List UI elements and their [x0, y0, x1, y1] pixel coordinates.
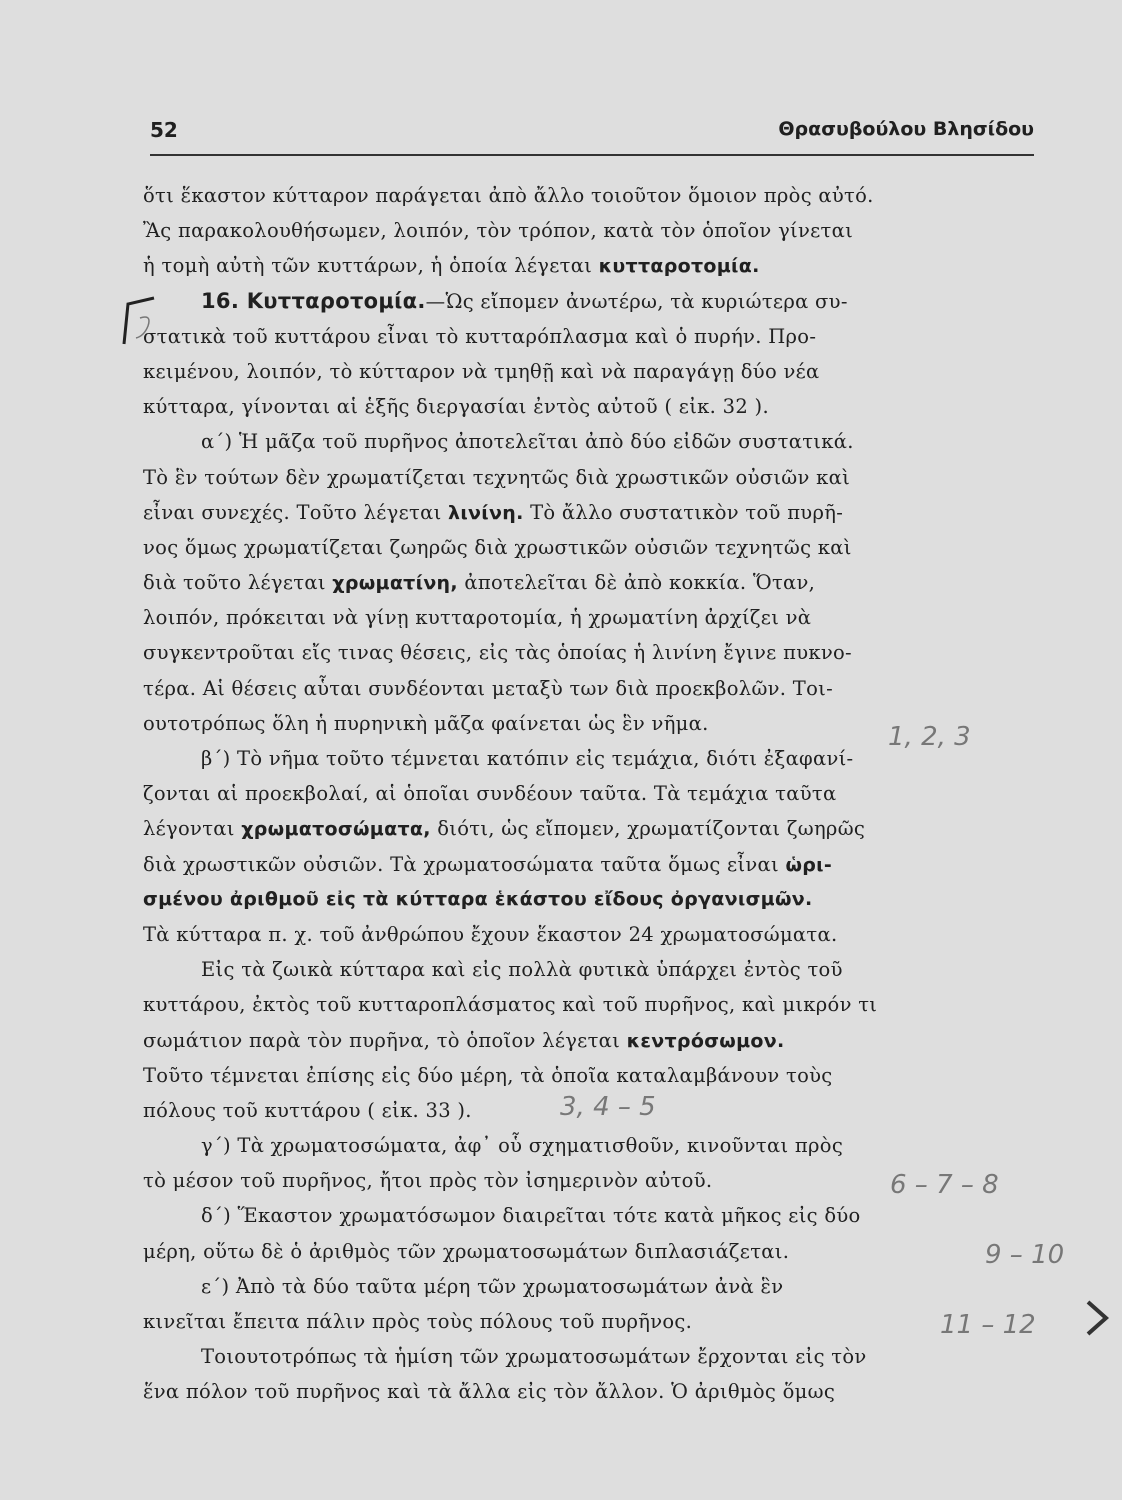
- text-line: γ΄) Τὰ χρωματοσώματα, ἀφ᾽ οὗ σχηματισθοῦν, κινοῦνται πρὸς: [201, 1134, 844, 1158]
- text-line: κύτταρα, γίνονται αἱ ἑξῆς διεργασίαι ἐντὸς αὐτοῦ ( εἰκ. 32 ).: [143, 395, 769, 419]
- text-line: νος ὅμως χρωματίζεται ζωηρῶς διὰ χρωστικῶν οὐσιῶν τεχνητῶς καὶ: [143, 535, 852, 559]
- pencil-annotation: 6 – 7 – 8: [890, 1170, 999, 1200]
- text-line: μέρη, οὕτω δὲ ὁ ἀριθμὸς τῶν χρωματοσωμάτων διπλασιάζεται.: [143, 1239, 790, 1263]
- text-line: λοιπόν, πρόκειται νὰ γίνῃ κυτταροτομία, ἡ χρωματίνη ἀρχίζει νὰ: [143, 606, 812, 630]
- text-line: Τοῦτο τέμνεται ἐπίσης εἰς δύο μέρη, τὰ ὁποῖα καταλαμβάνουν τοὺς: [143, 1063, 833, 1087]
- text-line: δ΄) Ἕκαστον χρωματόσωμον διαιρεῖται τότε κατὰ μῆκος εἰς δύο: [201, 1204, 861, 1228]
- text-line: ὅτι ἕκαστον κύτταρον παράγεται ἀπὸ ἄλλο τοιοῦτον ὅμοιον πρὸς αὐτό.: [143, 184, 874, 207]
- pencil-annotation: 1, 2, 3: [888, 722, 971, 752]
- text-segment: ἀποτελεῖται δὲ ἀπὸ κοκκία. Ὅταν,: [457, 571, 816, 595]
- text-line: ε΄) Ἀπὸ τὰ δύο ταῦτα μέρη τῶν χρωματοσωμάτων ἀνὰ ἓν: [201, 1274, 784, 1298]
- text-line: Τὰ κύτταρα π. χ. τοῦ ἀνθρώπου ἔχουν ἕκαστον 24 χρωματοσώματα.: [143, 922, 838, 946]
- text-line: α΄) Ἡ μᾶζα τοῦ πυρῆνος ἀποτελεῖται ἀπὸ δύο εἰδῶν συστατικά.: [201, 430, 854, 454]
- text-line: τέρα. Αἱ θέσεις αὗται συνδέονται μεταξὺ των διὰ προεκβολῶν. Τοι-: [143, 676, 833, 700]
- pencil-arrow-mark: [1082, 1298, 1112, 1338]
- running-head: Θρασυβούλου Βλησίδου: [778, 118, 1034, 140]
- text-line: [143, 495, 1043, 530]
- bold-term: κεντρόσωμον.: [626, 1029, 785, 1052]
- pencil-annotation: 3, 4 – 5: [560, 1092, 656, 1122]
- text-line: κυττάρου, ἐκτὸς τοῦ κυτταροπλάσματος καὶ τοῦ πυρῆνος, καὶ μικρόν τι: [143, 993, 878, 1017]
- text-line: Τὸ ἓν τούτων δὲν χρωματίζεται τεχνητῶς διὰ χρωστικῶν οὐσιῶν καὶ: [143, 465, 851, 489]
- text-line: πόλους τοῦ κυττάρου ( εἰκ. 33 ).: [143, 1098, 472, 1122]
- text-line: Ἂς παρακολουθήσωμεν, λοιπόν, τὸν τρόπον, κατὰ τὸν ὁποῖον γίνεται: [143, 219, 854, 243]
- pencil-annotation: 11 – 12: [940, 1310, 1036, 1340]
- text-line: συγκεντροῦται εἴς τινας θέσεις, εἰς τὰς ὁποίας ἡ λινίνη ἔγινε πυκνο-: [143, 641, 852, 665]
- text-line: Τοιουτοτρόπως τὰ ἡμίση τῶν χρωματοσωμάτων ἔρχονται εἰς τὸν: [201, 1345, 867, 1369]
- text-line: [143, 1023, 1043, 1058]
- text-segment: εἶναι συνεχές. Τοῦτο λέγεται: [143, 500, 449, 524]
- bold-term: χρωματοσώματα,: [241, 818, 431, 841]
- bold-text-line: σμένου ἀριθμοῦ εἰς τὰ κύτταρα ἑκάστου εἴδους ὀργανισμῶν.: [143, 887, 813, 910]
- text-line: [143, 565, 1043, 600]
- text-line: Εἰς τὰ ζωικὰ κύτταρα καὶ εἰς πολλὰ φυτικὰ ὑπάρχει ἐντὸς τοῦ: [201, 958, 843, 982]
- text-line: ουτοτρόπως ὅλη ἡ πυρηνικὴ μᾶζα φαίνεται ὡς ἓν νῆμα.: [143, 711, 709, 735]
- section-heading-line: [143, 284, 1043, 319]
- text-segment: —Ὡς εἴπομεν ἀνωτέρω, τὰ κυριώτερα συ-: [425, 289, 848, 313]
- body-text: [143, 178, 1043, 1410]
- text-line: [143, 248, 1043, 283]
- text-line: [143, 847, 1043, 882]
- bold-term: λινίνη.: [448, 501, 524, 524]
- page-header: [150, 114, 1034, 156]
- text-line: ἕνα πόλον τοῦ πυρῆνος καὶ τὰ ἄλλα εἰς τὸν ἄλλον. Ὁ ἀριθμὸς ὅμως: [143, 1380, 836, 1404]
- text-line: στατικὰ τοῦ κυττάρου εἶναι τὸ κυτταρόπλασμα καὶ ὁ πυρήν. Προ-: [143, 324, 817, 348]
- text-line: κειμένου, λοιπόν, τὸ κύτταρον νὰ τμηθῇ καὶ νὰ παραγάγῃ δύο νέα: [143, 359, 820, 383]
- text-segment: διότι, ὡς εἴπομεν, χρωματίζονται ζωηρῶς: [430, 817, 866, 841]
- text-segment: ἡ τομὴ αὐτὴ τῶν κυττάρων, ἡ ὁποία λέγεται: [143, 254, 599, 278]
- bold-term: κυτταροτομία.: [598, 255, 760, 278]
- section-heading: 16. Κυτταροτομία.: [201, 288, 426, 313]
- pencil-annotation: 9 – 10: [985, 1240, 1065, 1270]
- text-segment: διὰ τοῦτο λέγεται: [143, 571, 333, 595]
- text-line: β΄) Τὸ νῆμα τοῦτο τέμνεται κατόπιν εἰς τεμάχια, διότι ἐξαφανί-: [201, 747, 854, 770]
- text-segment: λέγονται: [143, 817, 242, 841]
- text-line: [143, 811, 1043, 846]
- page-number: 52: [150, 118, 178, 142]
- text-segment: σωμάτιον παρὰ τὸν πυρῆνα, τὸ ὁποῖον λέγεται: [143, 1028, 627, 1052]
- text-line: ζονται αἱ προεκβολαί, αἱ ὁποῖαι συνδέουν ταῦτα. Τὰ τεμάχια ταῦτα: [143, 782, 837, 806]
- text-segment: Τὸ ἄλλο συστατικὸν τοῦ πυρῆ-: [523, 500, 844, 524]
- bold-term: ὡρι-: [785, 853, 833, 876]
- text-line: κινεῖται ἔπειτα πάλιν πρὸς τοὺς πόλους τοῦ πυρῆνος.: [143, 1310, 693, 1333]
- text-segment: διὰ χρωστικῶν οὐσιῶν. Τὰ χρωματοσώματα ταῦτα ὅμως εἶναι: [143, 852, 786, 876]
- text-line: τὸ μέσον τοῦ πυρῆνος, ἤτοι πρὸς τὸν ἰσημερινὸν αὐτοῦ.: [143, 1169, 713, 1193]
- bold-term: χρωματίνη,: [332, 572, 458, 595]
